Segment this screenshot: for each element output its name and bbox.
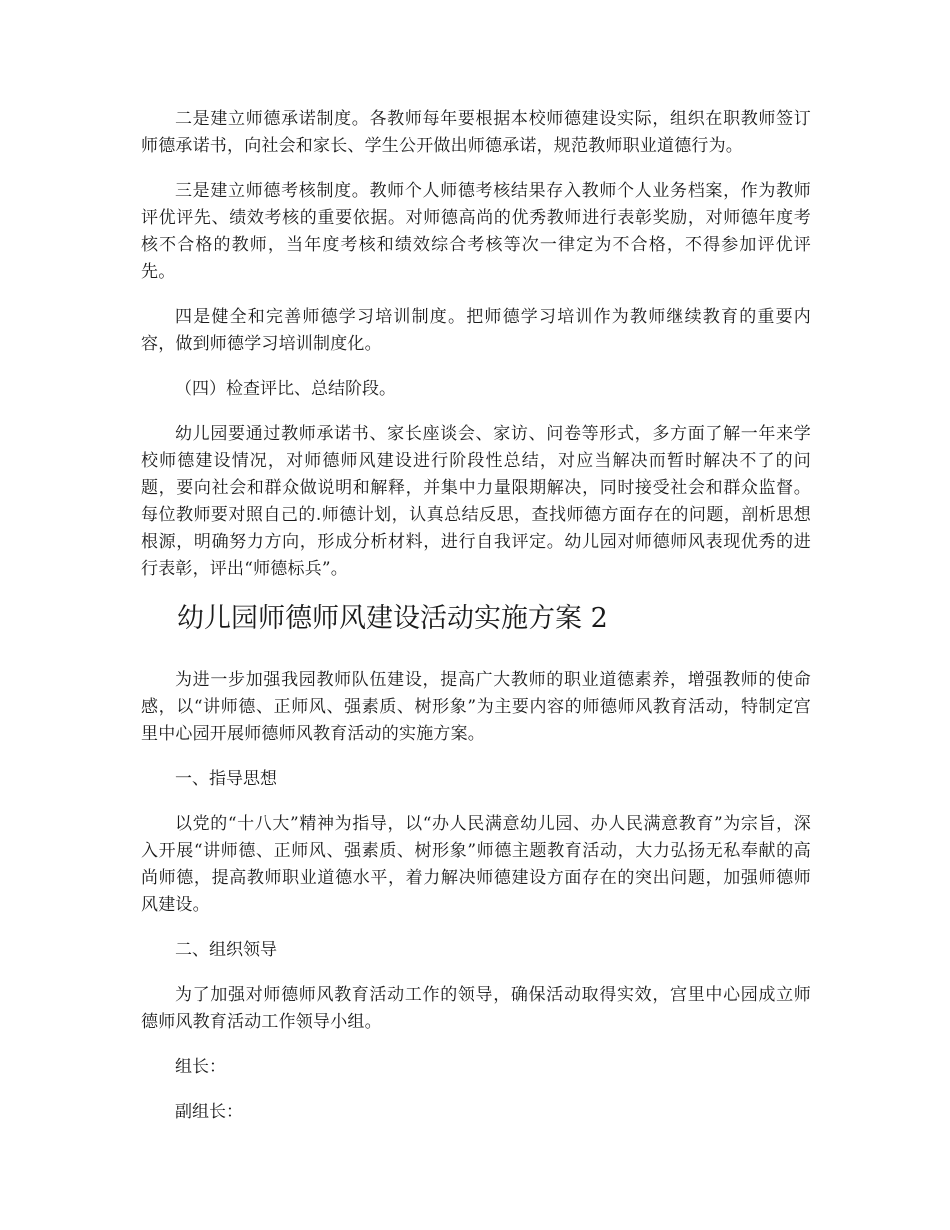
label-deputy-leader: 副组长： <box>175 1102 243 1122</box>
paragraph-guiding-ideology: 以党的“十八大”精神为指导，以“办人民满意幼儿园、办人民满意教育”为宗旨，深入开展“讲师德、正师风、强素质、树形象”师德主题教育活动，大力弘扬无私奉献的高尚师德，提高教师职业道德水平，着力解决师德建设方面存在的突出问题，加强师德师风建设。 <box>141 814 811 915</box>
paragraph-training-system: 四是健全和完善师德学习培训制度。把师德学习培训作为教师继续教育的重要内容，做到师德学习培训制度化。 <box>141 307 811 354</box>
paragraph-organization: 为了加强对师德师风教育活动工作的领导，确保活动取得实效，宫里中心园成立师德师风教育活动工作领导小组。 <box>141 985 811 1032</box>
heading-organization: 二、组织领导 <box>175 940 277 960</box>
label-group-leader: 组长： <box>175 1057 226 1077</box>
paragraph-assessment-system: 三是建立师德考核制度。教师个人师德考核结果存入教师个人业务档案，作为教师评优评先、绩效考核的重要依据。对师德高尚的优秀教师进行表彰奖励，对师德年度考核不合格的教师，当年度考核和绩效综合考核等次一律定为不合格，不得参加评优评先。 <box>141 181 811 282</box>
paragraph-commitment-system: 二是建立师德承诺制度。各教师每年要根据本校师德建设实际，组织在职教师签订师德承诺书，向社会和家长、学生公开做出师德承诺，规范教师职业道德行为。 <box>141 109 811 156</box>
document-page <box>141 106 811 1144</box>
heading-guiding-ideology: 一、指导思想 <box>175 769 277 789</box>
heading-inspection-stage: （四）检查评比、总结阶段。 <box>175 379 396 399</box>
document-title: 幼儿园师德师风建设活动实施方案 2 <box>177 603 608 634</box>
paragraph-inspection-summary: 幼儿园要通过教师承诺书、家长座谈会、家访、问卷等形式，多方面了解一年来学校师德建设情况，对师德师风建设进行阶段性总结，对应当解决而暂时解决不了的问题，要向社会和群众做说明和解释，并集中力量限期解决，同时接受社会和群众监督。每位教师要对照自己的.师德计划，认真总结反思，查找师德方面存在的问题，剖析思想根源，明确努力方向，形成分析材料，进行自我评定。幼儿园对师德师风表现优秀的进行表彰，评出“师德标兵”。 <box>141 424 811 579</box>
paragraph-introduction: 为进一步加强我园教师队伍建设，提高广大教师的职业道德素养，增强教师的使命感，以“讲师德、正师风、强素质、树形象”为主要内容的师德师风教育活动，特制定宫里中心园开展师德师风教育活动的实施方案。 <box>141 670 811 744</box>
